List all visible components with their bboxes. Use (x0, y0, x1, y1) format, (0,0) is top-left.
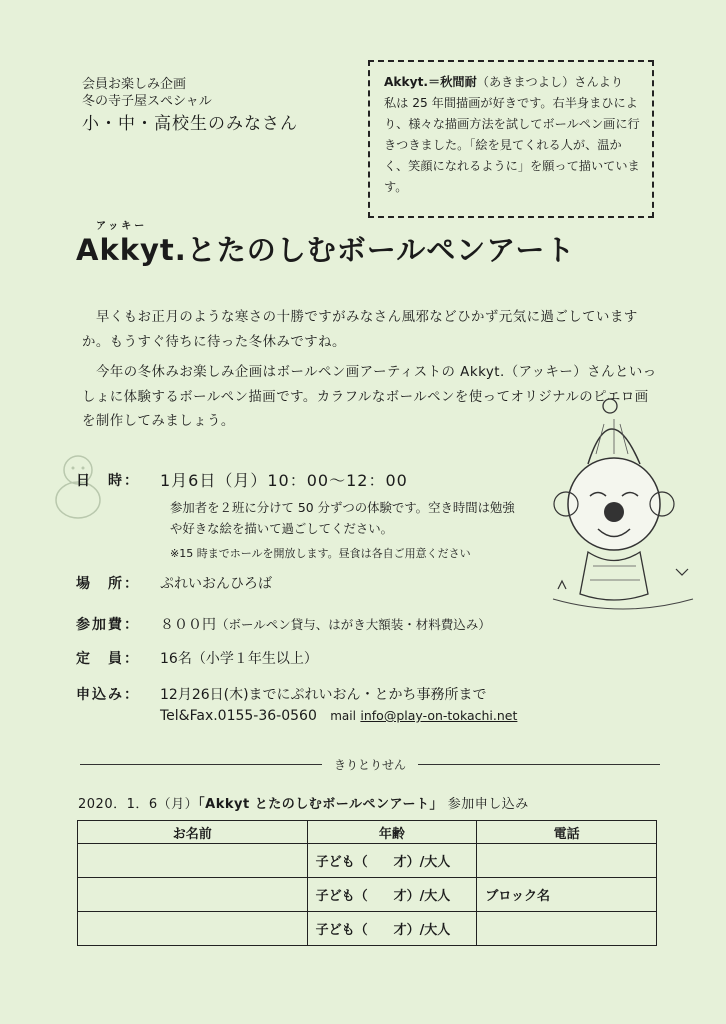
application-form-table (77, 820, 657, 946)
block-name-field[interactable] (477, 912, 657, 946)
header-name: お名前 (78, 821, 308, 844)
fee-value: ８００円 (160, 617, 216, 633)
fee-note: （ボールペン貸与、はがき大額装・材料費込み） (216, 617, 491, 632)
bio-body: 私は 25 年間描画が好きです。右半身まひにより、様々な描画方法を試してボールペン画に行きつきました。「絵を見てくれる人が、温かく、笑顔になれるように」を願って描いています。 (384, 96, 640, 194)
contact-phone: Tel&Fax.0155-36-0560 (160, 708, 317, 724)
bio-reading: （あきまつよし）さんより (476, 75, 624, 89)
title-ruby: アッキー (96, 221, 148, 232)
apply-date: 2020．1．6（月） (78, 797, 199, 812)
fee-row (160, 614, 491, 634)
apply-label: 申込み： (76, 687, 140, 703)
block-name-label: ブロック名 (477, 878, 657, 912)
cut-line (80, 756, 660, 773)
application-heading (78, 793, 529, 812)
header-age: 年齢 (307, 821, 477, 844)
date-note: 参加者を２班に分けて 50 分ずつの体験です。空き時間は勉強や好きな絵を描いて過ごしてください。 (170, 500, 515, 536)
intro-line-2: 冬の寺子屋スペシャル (82, 94, 212, 109)
artist-bio-box (368, 60, 654, 218)
apply-suffix: 参加申し込み (447, 797, 529, 812)
mail-label: mail (330, 709, 356, 723)
audience-heading: 小・中・高校生のみなさん (82, 114, 298, 134)
date-label: 日 時： (76, 473, 140, 489)
capacity-label: 定 員： (76, 651, 140, 667)
capacity-value: 16名（小学１年生以上） (160, 651, 318, 667)
cut-line-label: きりとりせん (334, 758, 407, 772)
phone-field[interactable] (477, 844, 657, 878)
apply-value: 12月26日(木)までにぷれいおん・とかち事務所まで (160, 687, 487, 703)
name-field[interactable] (78, 844, 308, 878)
email-link[interactable]: info@play-on-tokachi.net (360, 708, 518, 723)
paragraph-greeting: 早くもお正月のような寒さの十勝ですがみなさん風邪などひかず元気に過ごしていますか。もうすぐ待ちに待った冬休みですね。 (82, 310, 638, 350)
table-header-row (78, 821, 657, 844)
contact-row (160, 708, 517, 724)
apply-event: 「Akkyt とたのしむボールペンアート」 (198, 797, 444, 812)
page-title: Akkyt.とたのしむボールペンアート (76, 233, 576, 267)
intro-line-1: 会員お楽しみ企画 (82, 77, 187, 92)
paragraph-description: 今年の冬休みお楽しみ企画はボールペン画アーティストの Akkyt.（アッキー）さんといっしょに体験するボールペン描画です。カラフルなボールペンを使ってオリジナルのピエロ画を制作してみましょう。 (82, 365, 657, 429)
cut-line-left (80, 764, 322, 765)
clown-illustration (548, 394, 698, 614)
age-field[interactable]: 子ども（ 才）/大人 (307, 912, 477, 946)
bio-name: Akkyt.＝秋間耐 (384, 75, 477, 89)
name-field[interactable] (78, 878, 308, 912)
table-row (78, 878, 657, 912)
place-value: ぷれいおんひろば (160, 576, 272, 592)
header-phone: 電話 (477, 821, 657, 844)
age-field[interactable]: 子ども（ 才）/大人 (307, 878, 477, 912)
fee-label: 参加費： (76, 617, 140, 633)
date-value: 1月6日（月）10：00～12：00 (160, 471, 408, 490)
table-row (78, 912, 657, 946)
age-field[interactable]: 子ども（ 才）/大人 (307, 844, 477, 878)
name-field[interactable] (78, 912, 308, 946)
place-label: 場 所： (76, 576, 140, 592)
lunch-note: ※15 時までホールを開放します。昼食は各自ご用意ください (170, 547, 471, 560)
table-row (78, 844, 657, 878)
cut-line-right (418, 764, 660, 765)
